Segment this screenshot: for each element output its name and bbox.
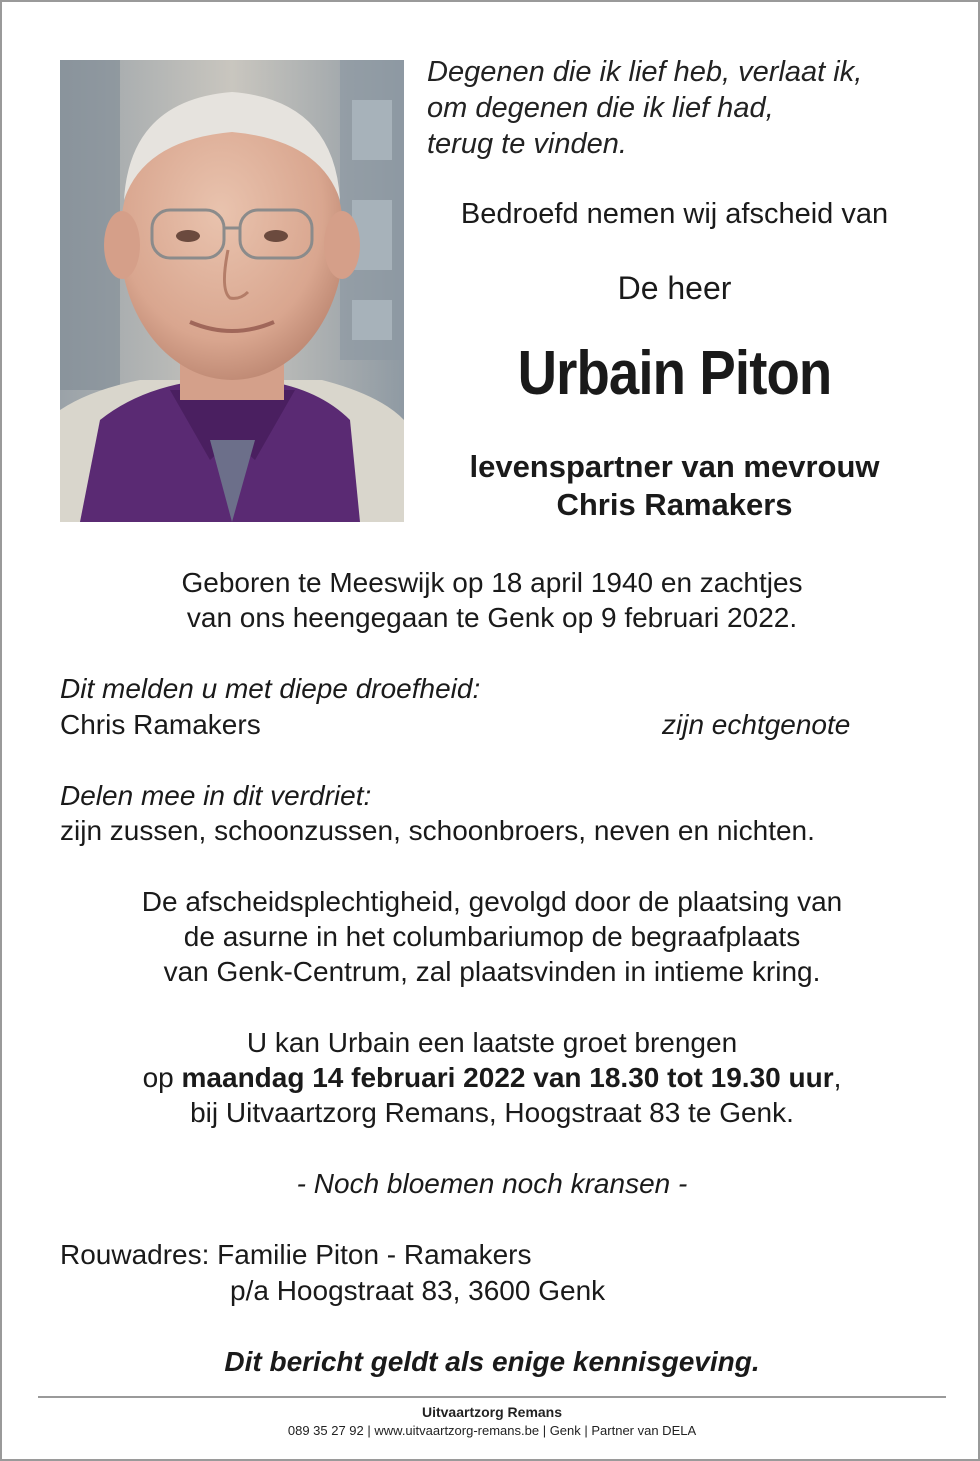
- share-heading: Delen mee in dit verdriet:: [60, 780, 372, 811]
- partner-line: levenspartner van mevrouw: [469, 449, 880, 484]
- visit-datetime-line: [42, 1060, 942, 1095]
- flowers-note: - Noch bloemen noch kransen -: [296, 1168, 688, 1199]
- portrait-photo: [60, 60, 404, 522]
- notice-text: Dit bericht geldt als enige kennisgeving.: [224, 1346, 760, 1377]
- poem-line: om degenen die ik lief had,: [427, 92, 774, 124]
- born-line: Geboren te Meeswijk op 18 april 1940 en zachtjes: [181, 567, 803, 598]
- ceremony-line: De afscheidsplechtigheid, gevolgd door de plaatsing van: [141, 886, 843, 917]
- footer-divider: [38, 1396, 946, 1398]
- mourning-address: Rouwadres: Familie Piton - Ramakers: [60, 1239, 532, 1270]
- announce-relation: zijn echtgenote: [662, 709, 851, 740]
- intro-text: Bedroefd nemen wij afscheid van: [460, 198, 889, 230]
- poem: [427, 54, 957, 162]
- portrait-illustration: [60, 60, 404, 522]
- partner-info: [422, 448, 927, 524]
- ceremony-info: [42, 884, 942, 989]
- birth-death-info: [42, 565, 942, 635]
- visit-location: bij Uitvaartzorg Remans, Hoogstraat 83 te Genk.: [190, 1097, 794, 1128]
- visit-datetime: maandag 14 februari 2022 van 18.30 tot 19.30 uur: [181, 1062, 834, 1093]
- footer-contact: 089 35 27 92 | www.uitvaartzorg-remans.be | Genk | Partner van DELA: [287, 1423, 697, 1438]
- visit-prefix: op: [142, 1062, 182, 1093]
- visit-line: U kan Urbain een laatste groet brengen: [246, 1027, 738, 1058]
- deceased-name: Urbain Piton: [517, 339, 832, 408]
- visitation-info: [42, 1025, 942, 1130]
- mourning-address-street: p/a Hoogstraat 83, 3600 Genk: [230, 1275, 606, 1306]
- share-list: zijn zussen, schoonzussen, schoonbroers, neven en nichten.: [60, 815, 815, 846]
- honorific-title: De heer: [617, 270, 732, 306]
- partner-name: Chris Ramakers: [556, 487, 793, 522]
- visit-suffix: ,: [833, 1062, 842, 1093]
- poem-line: terug te vinden.: [427, 128, 627, 160]
- ceremony-line: van Genk-Centrum, zal plaatsvinden in intieme kring.: [163, 956, 821, 987]
- footer-company: Uitvaartzorg Remans: [421, 1404, 563, 1420]
- ceremony-line: de asurne in het columbariumop de begraafplaats: [183, 921, 801, 952]
- announce-heading: Dit melden u met diepe droefheid:: [60, 673, 481, 704]
- poem-line: Degenen die ik lief heb, verlaat ik,: [427, 56, 863, 88]
- announce-name: Chris Ramakers: [60, 709, 261, 740]
- died-line: van ons heengegaan te Genk op 9 februari 2022.: [186, 602, 798, 633]
